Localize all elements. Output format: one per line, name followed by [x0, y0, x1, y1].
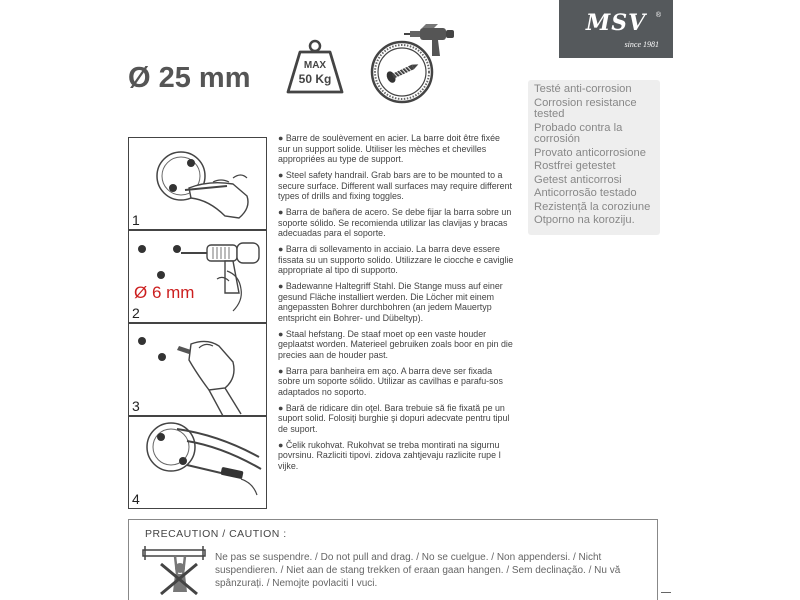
corrosion-text-it: Provato anticorrosione [534, 146, 646, 159]
precaution-title: PRECAUTION / CAUTION : [145, 528, 287, 540]
insert-plugs-illustration [129, 324, 267, 416]
corrosion-text-nl: Getest anticorrosi [534, 173, 622, 186]
description-de: ● Badewanne Haltegriff Stahl. Die Stange muss auf einer gesund Fläche installiert werden. Die Löcher mit einem angepassten Bohrer durchbohren (an jedem Mauertyp entspricht ein Bohrer- und Dübeltyp). [278, 281, 503, 323]
step-3-panel [128, 323, 267, 416]
logo-registered-mark: ® [655, 12, 661, 19]
corrosion-text-pt: Anticorrosão testado [534, 187, 637, 199]
description-hr: ● Čelik rukohvat. Rukohvat se treba montirati na sigurnu povrsinu. Razliciti tipovi. zidova zahtjevaju razlicite rupe I vijke. [278, 439, 501, 471]
corrosion-text-en: Corrosion resistance tested [534, 96, 637, 120]
description-pt: ● Barra para banheira em aço. A barra deve ser fixada sobre um soporte sólido. Utilizar as cavilhas e parafu-sos adaptados no soporto. [278, 365, 503, 397]
corrosion-text-hr: Otporno na koroziju. [534, 214, 635, 226]
step-4-panel [128, 416, 267, 509]
step-1-panel [128, 137, 267, 230]
step-2-panel [128, 230, 267, 323]
logo-tagline: since 1981 [624, 40, 659, 49]
corrosion-text-de: Rostfrei getestet [534, 160, 616, 172]
corrosion-text-fr: Testé anti-corrosion [534, 83, 632, 95]
precaution-box [128, 519, 658, 600]
page-edge-mark [661, 592, 671, 593]
description-en: ● Steel safety handrail. Grab bars are to be mounted to a secure surface. Different wall surfaces may require different types of drills and fixing toggles. [278, 170, 512, 201]
description-nl: ● Staal hefstang. De staaf moet op een vaste houder geplaatst worden. Materieel gebruiken zoals boor en pin die precies aan de houder past. [278, 328, 513, 360]
brand-logo [559, 0, 673, 58]
corrosion-text-ro: Rezistență la coroziune [534, 200, 651, 213]
drill-holes-illustration [129, 231, 267, 323]
step-2-number: 2 [132, 305, 140, 321]
max-load-weight-icon [282, 38, 348, 96]
drill-size-label: Ø 6 mm [134, 283, 195, 302]
description-fr: ● Barre de soulèvement en acier. La barre doit être fixée sur un support solide. Utiliser les mèches et chevilles appropriées au type de support. [278, 133, 500, 164]
power-drill-icon [404, 22, 460, 58]
description-it: ● Barra di sollevamento in acciaio. La barra deve essere fissata su un supporto solido. Utilizzare le ciocche e caviglie appropriate al tipo di supporto. [278, 244, 514, 275]
max-load-value: 50 Kg [298, 72, 332, 86]
installation-descriptions [278, 133, 514, 477]
step-3-number: 3 [132, 398, 140, 414]
mark-wall-holes-illustration [129, 138, 267, 230]
step-1-number: 1 [132, 212, 140, 228]
max-load-label: MAX [303, 60, 327, 71]
corrosion-tested-panel [528, 80, 660, 235]
do-not-hang-icon [139, 544, 209, 600]
step-4-number: 4 [132, 491, 140, 507]
corrosion-text-es: Probado contra la corrosión [534, 121, 623, 145]
logo-name: MSV [585, 10, 647, 36]
precaution-text: Ne pas se suspendre. / Do not pull and drag. / No se cuelgue. / Non appendersi. / Nicht suspendieren. / Niet aan de stang trekken of eraan gaan hangen. / Sem declinação. / Nu vă spânzurați. / Nemojte povlaciti I vuci. [215, 552, 621, 589]
description-es: ● Barra de bañera de acero. Se debe fijar la barra sobre un soporte sólido. Se recomienda utilizar las clavijas y bracas adecuadas para el soporte. [278, 207, 512, 238]
description-ro: ● Bară de ridicare din oţel. Bara trebuie să fie fixată pe un suport solid. Folosiţi burghie şi dopuri adecvate pentru tipul de suport. [278, 402, 510, 434]
screw-bar-illustration [129, 417, 267, 509]
product-diameter: Ø 25 mm [128, 62, 251, 94]
installation-steps [128, 137, 268, 510]
